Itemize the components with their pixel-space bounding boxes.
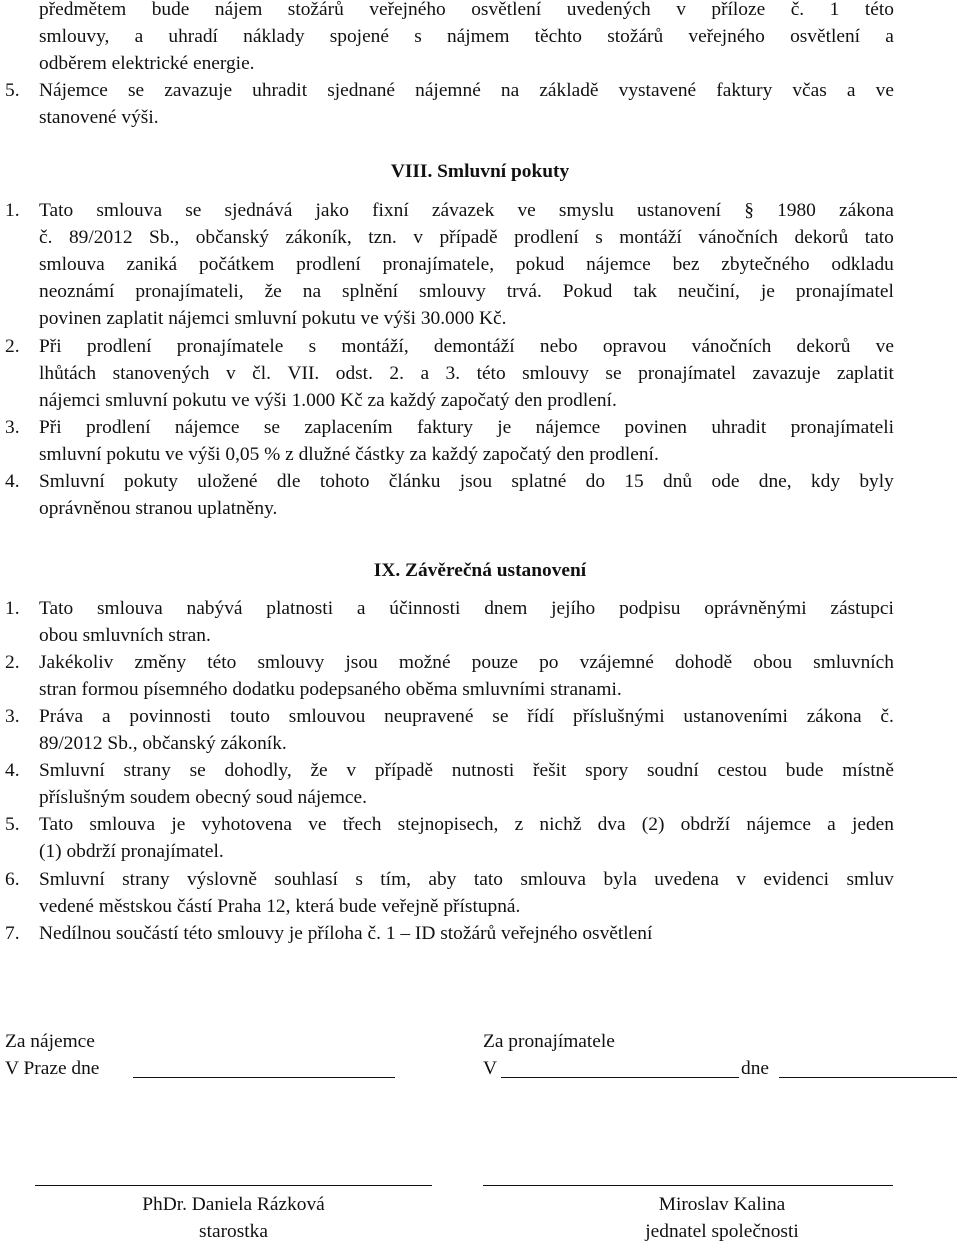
section-8-heading: VIII. Smluvní pokuty [390,161,570,182]
list-item-line: Tato smlouva nabývá platnosti a účinnosti dnem jejího podpisu oprávněnými zástupci [39,598,894,619]
signature-left-title: starostka [199,1221,268,1242]
signature-right-place-label: V [483,1058,498,1079]
item-5-number: 5. [5,80,20,101]
section-9-heading: IX. Závěrečná ustanovení [373,560,587,581]
signature-left-line [35,1185,432,1186]
list-item-number: 2. [5,652,20,673]
list-item-number: 1. [5,200,20,221]
signature-left-name: PhDr. Daniela Rázková [142,1194,325,1215]
signature-right-title: jednatel společnosti [645,1221,799,1242]
list-item-line: oprávněnou stranou uplatněny. [39,498,278,519]
list-item-number: 3. [5,706,20,727]
signature-right-date-line [779,1077,957,1078]
signature-left-place-label: V Praze dne [5,1058,100,1079]
list-item-line: Při prodlení nájemce se zaplacením faktury je nájemce povinen uhradit pronajímateli [39,417,894,438]
signature-right-line [483,1185,893,1186]
list-item-line: Práva a povinnosti touto smlouvou neupravené se řídí příslušnými ustanoveními zákona č. [39,706,894,727]
list-item-line: 89/2012 Sb., občanský zákoník. [39,733,287,754]
signature-left-party: Za nájemce [5,1031,95,1052]
signature-right-place-line [501,1077,739,1078]
list-item-line: Smluvní strany se dohodly, že v případě nutnosti řešit spory soudní cestou bude místně [39,760,894,781]
list-item-line: obou smluvních stran. [39,625,211,646]
list-item-line: Jakékoliv změny této smlouvy jsou možné pouze po vzájemné dohodě obou smluvních [39,652,894,673]
list-item-line: příslušným soudem obecný soud nájemce. [39,787,367,808]
list-item-line: nájemci smluvní pokutu ve výši 1.000 Kč za každý započatý den prodlení. [39,390,617,411]
list-item-number: 2. [5,336,20,357]
list-item-number: 4. [5,760,20,781]
signature-right-name: Miroslav Kalina [658,1194,786,1215]
list-item-number: 4. [5,471,20,492]
list-item-number: 6. [5,869,20,890]
list-item-number: 1. [5,598,20,619]
item-5-line-1: Nájemce se zavazuje uhradit sjednané nájemné na základě vystavené faktury včas a ve [39,80,894,101]
list-item-line: smluvní pokutu ve výši 0,05 % z dlužné částky za každý započatý den prodlení. [39,444,659,465]
list-item-line: neoznámí pronajímateli, že na splnění smlouvy trvá. Pokud tak neučiní, je pronajímatel [39,281,894,302]
list-item-line: Tato smlouva je vyhotovena ve třech stejnopisech, z nichž dva (2) obdrží nájemce a jeden [39,814,894,835]
list-item-line: smlouva zaniká počátkem prodlení pronajímatele, pokud nájemce bez zbytečného odkladu [39,254,894,275]
item-5-line-2: stanovené výši. [39,107,159,128]
list-item-line: vedené městskou částí Praha 12, která bude veřejně přístupná. [39,896,521,917]
signature-left-date-line [133,1077,395,1078]
list-item-line: povinen zaplatit nájemci smluvní pokutu ve výši 30.000 Kč. [39,308,507,329]
signature-right-party: Za pronajímatele [483,1031,615,1052]
list-item-number: 5. [5,814,20,835]
list-item-line: Při prodlení pronajímatele s montáží, demontáží nebo opravou vánočních dekorů ve [39,336,894,357]
list-item-line: lhůtách stanovených v čl. VII. odst. 2. a 3. této smlouvy se pronajímatel zavazuje zaplatit [39,363,894,384]
list-item-number: 7. [5,923,20,944]
list-item-number: 3. [5,417,20,438]
signature-left-place [5,1055,99,1082]
list-item-line: stran formou písemného dodatku podepsaného oběma smluvními stranami. [39,679,622,700]
list-item-line: č. 89/2012 Sb., občanský zákoník, tzn. v případě prodlení s montáží vánočních dekorů tato [39,227,894,248]
signature-right-date-label: dne [741,1058,769,1079]
list-item-line: Smluvní strany výslovně souhlasí s tím, aby tato smlouva byla uvedena v evidenci smluv [39,869,894,890]
list-item-line: Nedílnou součástí této smlouvy je příloha č. 1 – ID stožárů veřejného osvětlení [39,923,653,944]
continuation-line-2: smlouvy, a uhradí náklady spojené s nájmem těchto stožárů veřejného osvětlení a [39,26,894,47]
list-item-line: Tato smlouva se sjednává jako fixní závazek ve smyslu ustanovení § 1980 zákona [39,200,894,221]
list-item-line: (1) obdrží pronajímatel. [39,841,224,862]
continuation-line-3: odběrem elektrické energie. [39,53,255,74]
continuation-line-1: předmětem bude nájem stožárů veřejného osvětlení uvedených v příloze č. 1 této [39,0,894,20]
list-item-line: Smluvní pokuty uložené dle tohoto článku jsou splatné do 15 dnů ode dne, kdy byly [39,471,894,492]
